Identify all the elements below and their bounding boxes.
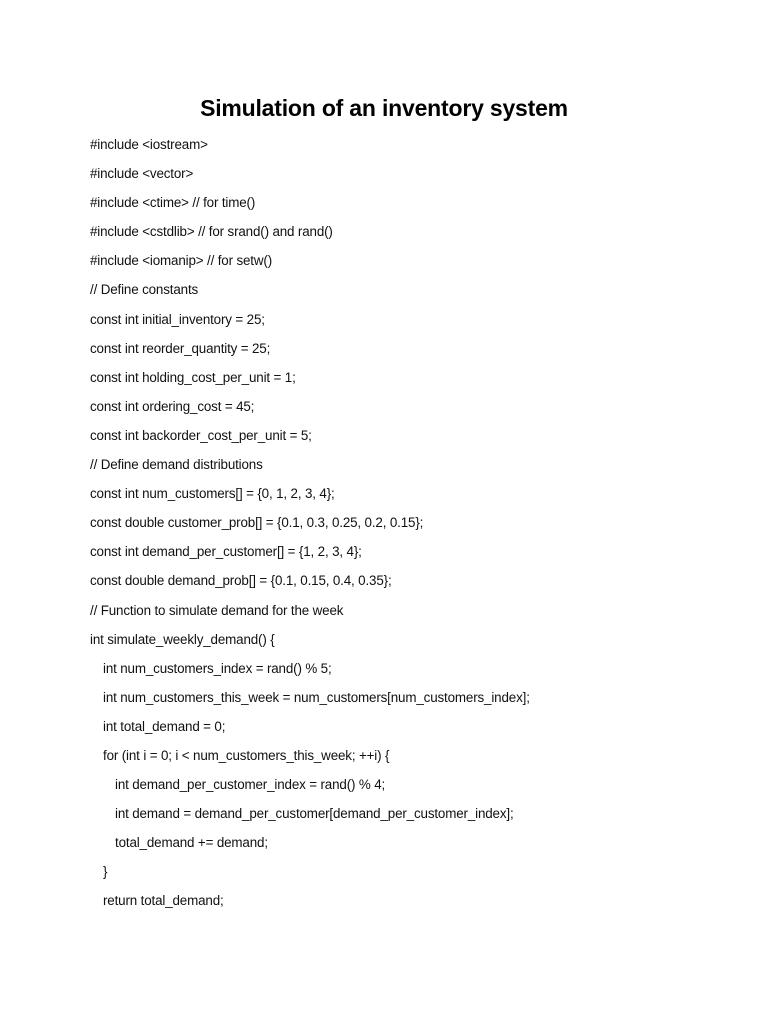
code-line: const int ordering_cost = 45;: [90, 398, 255, 414]
code-line: const int initial_inventory = 25;: [90, 311, 265, 327]
code-line: // Define demand distributions: [90, 457, 263, 473]
code-line: const int holding_cost_per_unit = 1;: [90, 369, 296, 385]
code-line: #include <iostream>: [90, 137, 208, 152]
code-line: #include <ctime> // for time(): [90, 195, 256, 211]
code-line: #include <vector>: [90, 166, 194, 182]
code-line: for (int i = 0; i < num_customers_this_week; ++i) {: [103, 747, 390, 763]
code-line: return total_demand;: [103, 893, 224, 909]
code-listing: [90, 134, 730, 920]
code-line: // Define constants: [90, 282, 199, 298]
code-line: total_demand += demand;: [115, 835, 268, 851]
code-line: int num_customers_this_week = num_customers[num_customers_index];: [103, 689, 530, 705]
code-line: int demand_per_customer_index = rand() % 4;: [115, 777, 386, 793]
code-line: const int backorder_cost_per_unit = 5;: [90, 427, 312, 443]
code-line: const int demand_per_customer[] = {1, 2, 3, 4};: [90, 544, 362, 560]
code-line: const int num_customers[] = {0, 1, 2, 3, 4};: [90, 486, 335, 502]
code-line: #include <iomanip> // for setw(): [90, 253, 273, 269]
code-line: // Function to simulate demand for the week: [90, 602, 344, 618]
page-title: Simulation of an inventory system: [200, 95, 568, 121]
code-line: int demand = demand_per_customer[demand_per_customer_index];: [115, 806, 514, 822]
code-line: int simulate_weekly_demand() {: [90, 631, 275, 647]
code-line: #include <cstdlib> // for srand() and rand(): [90, 224, 333, 240]
code-line: int total_demand = 0;: [103, 718, 226, 734]
code-line: const double demand_prob[] = {0.1, 0.15, 0.4, 0.35};: [90, 573, 392, 589]
code-line: const int reorder_quantity = 25;: [90, 340, 271, 356]
code-line: const double customer_prob[] = {0.1, 0.3, 0.25, 0.2, 0.15};: [90, 515, 424, 531]
code-line: int num_customers_index = rand() % 5;: [103, 660, 332, 676]
code-line: }: [103, 864, 108, 880]
